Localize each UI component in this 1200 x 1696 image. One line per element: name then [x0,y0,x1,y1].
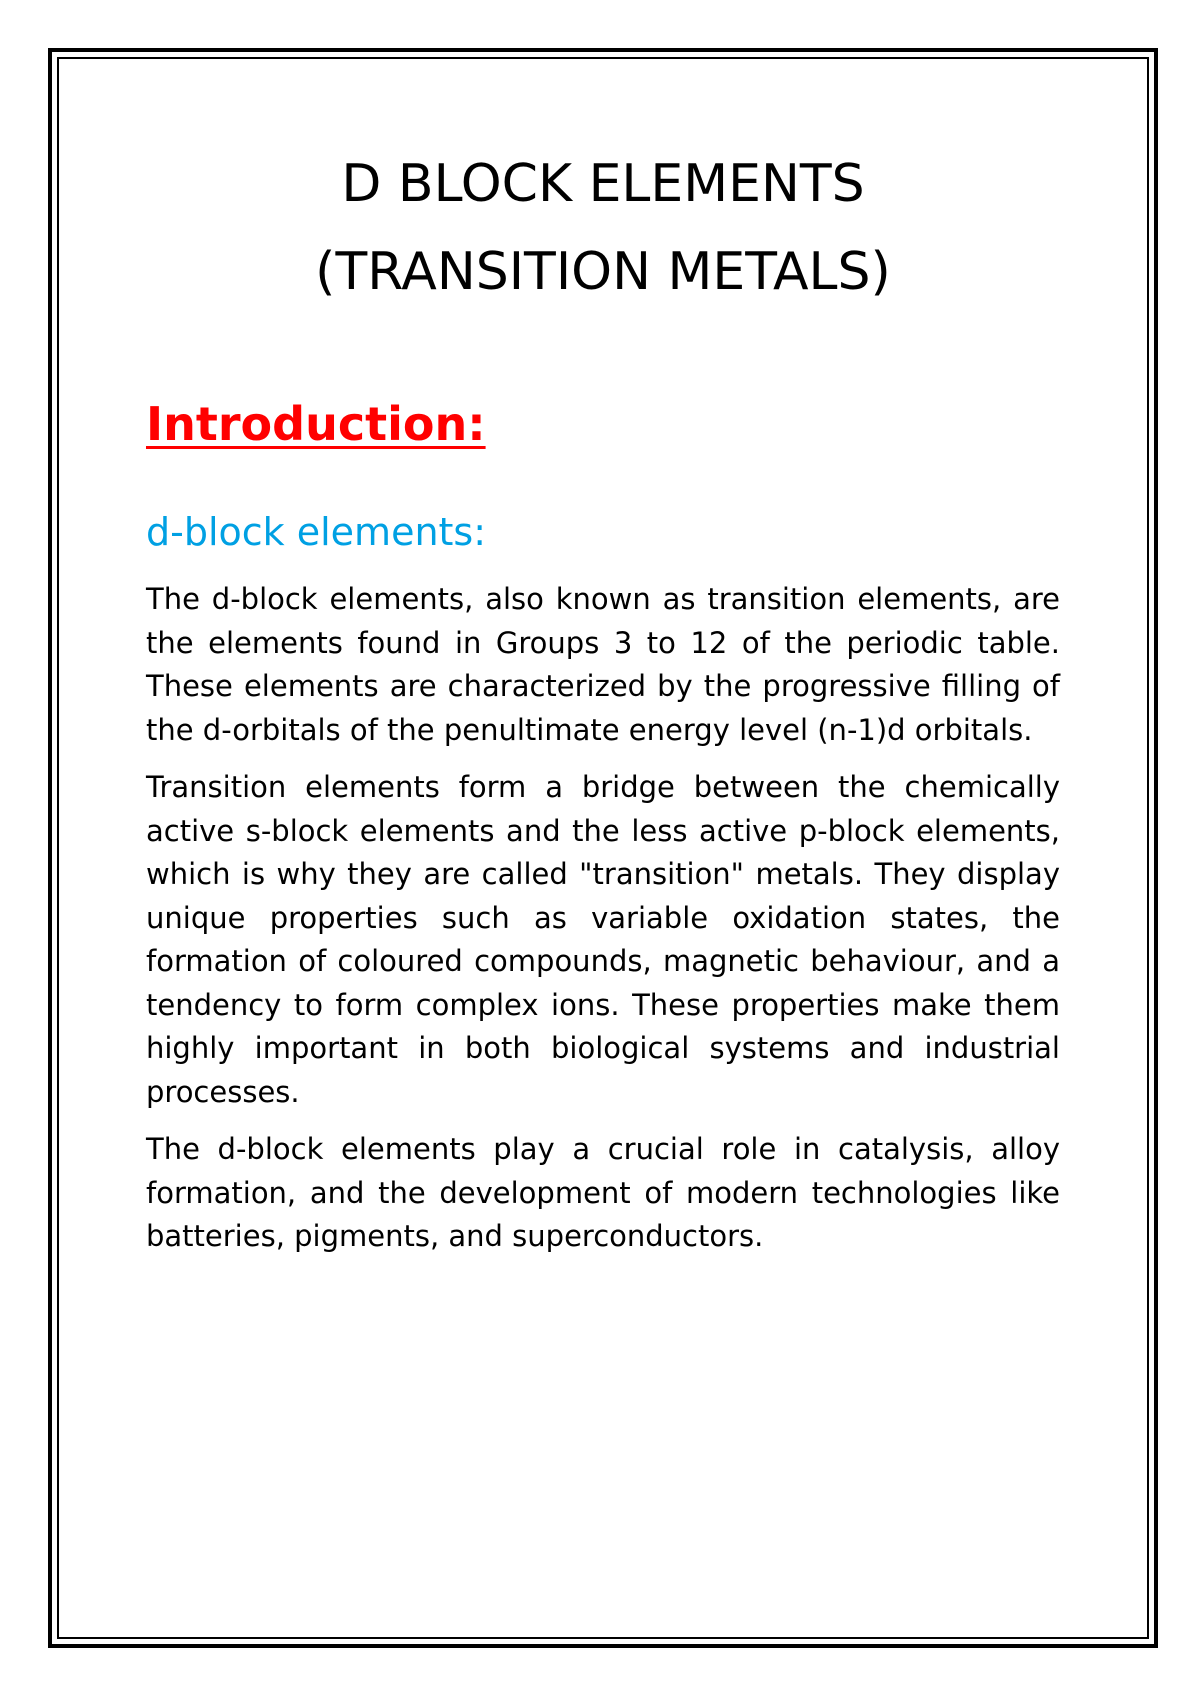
paragraph-1: The d-block elements, also known as transition elements, are the elements found in Groups 3 to 12 of the periodic table. These elements are characterized by the progressive filling of the d-orbitals of the penultimate energy level (n-1)d orbitals. [146,582,1060,747]
sub-heading-d-block: d-block elements: [146,510,487,554]
title-line-1: D BLOCK ELEMENTS [341,154,865,214]
document-body [146,140,1060,1259]
document-title [146,140,1060,316]
section-heading-introduction: Introduction: [146,397,486,451]
paragraph-2: Transition elements form a bridge between the chemically active s-block elements and the less active p-block elements, which is why they are called "transition" metals. They display unique properties such as variable oxidation states, the formation of coloured compounds, magnetic behaviour, and a tendency to form complex ions. These properties make them highly important in both biological systems and industrial processes. [146,770,1060,1109]
title-line-2: (TRANSITION METALS) [315,242,891,302]
paragraph-3: The d-block elements play a crucial role in catalysis, alloy formation, and the development of modern technologies like batteries, pigments, and superconductors. [146,1132,1060,1253]
